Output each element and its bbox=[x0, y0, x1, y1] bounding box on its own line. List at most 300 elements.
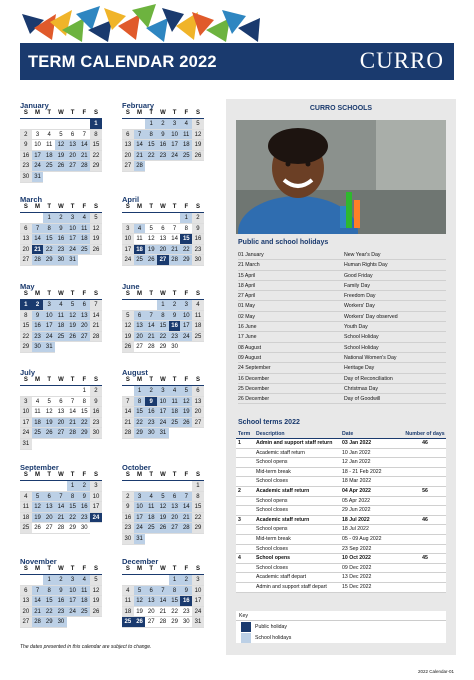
term-days: 45 bbox=[422, 555, 428, 562]
day-cell: 9 bbox=[78, 492, 90, 503]
day-cell: 4 bbox=[32, 397, 44, 408]
day-cell: 17 bbox=[169, 140, 181, 151]
day-cell: 24 bbox=[180, 332, 192, 343]
day-cell: 5 bbox=[90, 575, 102, 586]
weekday-label: F bbox=[82, 472, 87, 478]
day-cell: 12 bbox=[90, 586, 102, 597]
day-cell: 26 bbox=[134, 617, 146, 628]
day-cell: 18 bbox=[180, 140, 192, 151]
empty-day bbox=[134, 575, 146, 586]
day-cell: 11 bbox=[145, 502, 157, 513]
day-cell: 18 bbox=[43, 151, 55, 162]
day-cell: 20 bbox=[169, 513, 181, 524]
term-date: 03 Jan 2022 bbox=[342, 440, 372, 446]
term-days bbox=[404, 497, 446, 506]
info-panel bbox=[226, 99, 456, 655]
day-cell: 21 bbox=[169, 245, 181, 256]
day-cell: 17 bbox=[180, 321, 192, 332]
weekday-header bbox=[122, 291, 204, 300]
weekday-label: S bbox=[93, 291, 98, 297]
day-cell: 20 bbox=[20, 245, 32, 256]
term-number bbox=[236, 564, 256, 573]
day-cell: 17 bbox=[157, 407, 169, 418]
day-cell: 10 bbox=[43, 311, 55, 322]
weekday-label: T bbox=[70, 291, 75, 297]
weekday-label: W bbox=[58, 377, 64, 383]
day-cell: 15 bbox=[90, 140, 102, 151]
term-date: 13 Dec 2022 bbox=[342, 574, 372, 581]
day-cell: 16 bbox=[157, 140, 169, 151]
day-cell: 22 bbox=[169, 607, 181, 618]
day-cell: 23 bbox=[180, 607, 192, 618]
empty-day bbox=[43, 119, 55, 130]
day-cell: 25 bbox=[180, 151, 192, 162]
day-cell: 15 bbox=[67, 502, 79, 513]
term-number bbox=[236, 545, 256, 554]
day-cell: 1 bbox=[67, 481, 79, 492]
day-cell: 19 bbox=[55, 151, 67, 162]
day-cell: 16 bbox=[90, 407, 102, 418]
term-date: 04 Apr 2022 bbox=[342, 487, 371, 494]
holiday-row bbox=[238, 332, 446, 342]
day-cell: 18 bbox=[192, 321, 204, 332]
day-cell: 8 bbox=[192, 492, 204, 503]
term-date: 18 Jul 2022 bbox=[342, 516, 370, 523]
decorative-triangles bbox=[22, 0, 262, 44]
day-cell: 19 bbox=[157, 513, 169, 524]
day-cell: 6 bbox=[145, 586, 157, 597]
weekday-label: S bbox=[195, 291, 200, 297]
term-days bbox=[404, 525, 446, 534]
weekday-label: M bbox=[35, 110, 41, 116]
holiday-row bbox=[238, 271, 446, 281]
day-cell: 15 bbox=[78, 407, 90, 418]
day-cell: 21 bbox=[32, 607, 44, 618]
day-cell: 20 bbox=[78, 321, 90, 332]
term-date: 15 Dec 2022 bbox=[342, 583, 372, 590]
day-cell: 18 bbox=[78, 596, 90, 607]
term-days bbox=[404, 573, 446, 582]
day-cell: 27 bbox=[157, 255, 169, 266]
holiday-date: 27 April bbox=[238, 293, 256, 300]
day-cell: 1 bbox=[20, 300, 32, 311]
month-name: May bbox=[20, 282, 35, 291]
day-cell: 27 bbox=[20, 617, 32, 628]
holiday-date: 26 December bbox=[238, 396, 270, 403]
day-cell: 28 bbox=[169, 255, 181, 266]
weekday-label: W bbox=[160, 566, 166, 572]
empty-day bbox=[32, 481, 44, 492]
day-cell: 26 bbox=[180, 418, 192, 429]
day-cell: 2 bbox=[122, 492, 134, 503]
holiday-row bbox=[238, 394, 446, 404]
day-cell: 30 bbox=[20, 172, 32, 183]
day-cell: 23 bbox=[192, 245, 204, 256]
weekday-label: F bbox=[184, 110, 189, 116]
day-cell: 23 bbox=[169, 332, 181, 343]
day-cell: 1 bbox=[192, 481, 204, 492]
day-cell: 13 bbox=[67, 140, 79, 151]
empty-day bbox=[32, 213, 44, 224]
weekday-label: S bbox=[93, 110, 98, 116]
day-cell: 26 bbox=[67, 332, 79, 343]
day-cell: 17 bbox=[32, 151, 44, 162]
term-number bbox=[236, 583, 256, 592]
day-cell: 21 bbox=[78, 151, 90, 162]
day-cell: 5 bbox=[122, 311, 134, 322]
key-label: Public holiday bbox=[255, 623, 288, 630]
weekday-label: M bbox=[137, 566, 143, 572]
col-description: Description bbox=[256, 431, 285, 437]
day-cell: 2 bbox=[169, 300, 181, 311]
term-description: School opens bbox=[256, 459, 288, 466]
day-cell: 30 bbox=[169, 342, 181, 353]
day-cell: 5 bbox=[67, 300, 79, 311]
day-cell: 24 bbox=[43, 332, 55, 343]
month-name: February bbox=[122, 101, 155, 110]
term-row bbox=[236, 516, 446, 526]
term-description: Academic staff return bbox=[256, 487, 310, 494]
day-cell: 12 bbox=[134, 596, 146, 607]
weekday-label: W bbox=[160, 110, 166, 116]
day-cell: 27 bbox=[55, 428, 67, 439]
holiday-date: 02 May bbox=[238, 313, 256, 320]
empty-day bbox=[20, 481, 32, 492]
weekday-label: S bbox=[125, 472, 130, 478]
day-cell: 3 bbox=[134, 492, 146, 503]
empty-day bbox=[134, 481, 146, 492]
weekday-label: S bbox=[93, 377, 98, 383]
empty-day bbox=[145, 300, 157, 311]
day-cell: 2 bbox=[55, 575, 67, 586]
day-cell: 7 bbox=[145, 311, 157, 322]
day-cell: 5 bbox=[157, 492, 169, 503]
day-cell: 24 bbox=[32, 161, 44, 172]
term-days bbox=[404, 564, 446, 573]
weekday-header bbox=[20, 472, 102, 481]
term-description: Academic staff depart bbox=[256, 574, 307, 581]
empty-day bbox=[122, 119, 134, 130]
day-cell: 25 bbox=[43, 161, 55, 172]
day-cell: 18 bbox=[169, 407, 181, 418]
page-title: TERM CALENDAR 2022 bbox=[28, 53, 217, 71]
day-cell: 22 bbox=[145, 151, 157, 162]
day-cell: 25 bbox=[55, 332, 67, 343]
term-date: 12 Jan 2022 bbox=[342, 459, 371, 466]
col-days: Number of days bbox=[405, 431, 445, 437]
month-name: March bbox=[20, 195, 43, 204]
weekday-label: T bbox=[70, 110, 75, 116]
weekday-label: W bbox=[58, 204, 64, 210]
term-description: Academic staff return bbox=[256, 449, 305, 456]
day-cell: 15 bbox=[134, 407, 146, 418]
day-cell: 20 bbox=[122, 151, 134, 162]
day-cell: 31 bbox=[43, 342, 55, 353]
weekday-label: S bbox=[23, 110, 28, 116]
day-cell: 24 bbox=[134, 523, 146, 534]
day-cell: 8 bbox=[134, 397, 146, 408]
day-cell: 27 bbox=[122, 161, 134, 172]
day-cell: 5 bbox=[180, 386, 192, 397]
weekday-label: T bbox=[47, 110, 52, 116]
day-cell: 29 bbox=[90, 161, 102, 172]
holiday-date: 08 August bbox=[238, 344, 262, 351]
term-number: 4 bbox=[238, 555, 241, 562]
day-cell: 30 bbox=[192, 255, 204, 266]
month-name: June bbox=[122, 282, 140, 291]
key-label: School holidays bbox=[255, 634, 292, 641]
holiday-row bbox=[238, 291, 446, 301]
day-cell: 13 bbox=[78, 311, 90, 322]
day-cell: 14 bbox=[55, 502, 67, 513]
day-cell: 4 bbox=[43, 130, 55, 141]
day-cell: 12 bbox=[122, 321, 134, 332]
holiday-date: 18 April bbox=[238, 282, 256, 289]
day-cell: 11 bbox=[122, 596, 134, 607]
term-description: Mid-term break bbox=[256, 535, 291, 542]
holiday-date: 15 April bbox=[238, 272, 256, 279]
empty-day bbox=[145, 575, 157, 586]
weekday-label: M bbox=[137, 110, 143, 116]
day-cell: 30 bbox=[122, 534, 134, 545]
key-row bbox=[236, 632, 446, 643]
day-cell: 28 bbox=[145, 342, 157, 353]
day-cell: 14 bbox=[67, 407, 79, 418]
day-cell: 7 bbox=[32, 586, 44, 597]
day-cell: 12 bbox=[55, 140, 67, 151]
day-cell: 15 bbox=[20, 321, 32, 332]
day-cell: 29 bbox=[43, 617, 55, 628]
day-cell: 22 bbox=[192, 513, 204, 524]
term-days: 46 bbox=[422, 440, 428, 446]
weekday-header bbox=[20, 110, 102, 119]
day-cell: 12 bbox=[32, 502, 44, 513]
empty-day bbox=[43, 481, 55, 492]
term-days bbox=[404, 506, 446, 515]
day-cell: 13 bbox=[192, 397, 204, 408]
holiday-row bbox=[238, 312, 446, 322]
day-cell: 27 bbox=[20, 255, 32, 266]
weekday-label: S bbox=[195, 377, 200, 383]
day-cell: 17 bbox=[192, 596, 204, 607]
day-cell: 2 bbox=[78, 481, 90, 492]
day-cell: 30 bbox=[55, 617, 67, 628]
day-cell: 27 bbox=[145, 617, 157, 628]
day-cell: 3 bbox=[67, 213, 79, 224]
weekday-label: M bbox=[35, 377, 41, 383]
day-cell: 29 bbox=[180, 255, 192, 266]
term-number bbox=[236, 458, 256, 467]
day-cell: 15 bbox=[145, 140, 157, 151]
day-cell: 7 bbox=[180, 492, 192, 503]
day-cell: 10 bbox=[32, 140, 44, 151]
term-description: Admin and support staff return bbox=[256, 440, 333, 446]
weekday-label: W bbox=[160, 472, 166, 478]
empty-day bbox=[32, 386, 44, 397]
day-cell: 8 bbox=[43, 586, 55, 597]
term-number bbox=[236, 477, 256, 486]
weekday-label: S bbox=[195, 110, 200, 116]
weekday-label: S bbox=[125, 377, 130, 383]
day-cell: 9 bbox=[157, 130, 169, 141]
holiday-date: 09 August bbox=[238, 354, 262, 361]
day-cell: 10 bbox=[180, 311, 192, 322]
weekday-label: S bbox=[125, 291, 130, 297]
day-cell: 16 bbox=[20, 151, 32, 162]
weekday-label: T bbox=[149, 110, 154, 116]
term-number bbox=[236, 449, 256, 458]
term-days bbox=[404, 468, 446, 477]
day-cell: 4 bbox=[55, 300, 67, 311]
day-cell: 16 bbox=[169, 321, 181, 332]
day-cell: 5 bbox=[134, 586, 146, 597]
day-grid bbox=[122, 213, 204, 266]
term-row bbox=[236, 506, 446, 516]
holiday-row bbox=[238, 353, 446, 363]
day-cell: 4 bbox=[134, 224, 146, 235]
empty-day bbox=[169, 481, 181, 492]
day-cell: 9 bbox=[192, 224, 204, 235]
day-cell: 21 bbox=[145, 332, 157, 343]
term-description: School closes bbox=[256, 478, 289, 485]
day-cell: 3 bbox=[157, 386, 169, 397]
weekday-label: W bbox=[160, 377, 166, 383]
day-cell: 13 bbox=[145, 596, 157, 607]
day-cell: 11 bbox=[78, 586, 90, 597]
day-cell: 24 bbox=[90, 513, 102, 524]
day-cell: 5 bbox=[90, 213, 102, 224]
holiday-name: Workers' Day observed bbox=[344, 313, 398, 320]
weekday-label: T bbox=[149, 204, 154, 210]
weekday-header bbox=[122, 472, 204, 481]
holiday-row bbox=[238, 250, 446, 260]
day-cell: 21 bbox=[157, 607, 169, 618]
day-cell: 19 bbox=[43, 418, 55, 429]
weekday-label: S bbox=[125, 566, 130, 572]
key-title: Key bbox=[236, 611, 446, 621]
day-cell: 30 bbox=[180, 617, 192, 628]
term-row bbox=[236, 497, 446, 507]
day-cell: 23 bbox=[55, 607, 67, 618]
day-cell: 22 bbox=[43, 245, 55, 256]
day-cell: 29 bbox=[20, 342, 32, 353]
day-cell: 15 bbox=[180, 234, 192, 245]
holiday-name: Christmas Day bbox=[344, 385, 379, 392]
empty-day bbox=[32, 119, 44, 130]
day-cell: 9 bbox=[145, 397, 157, 408]
day-cell: 25 bbox=[134, 255, 146, 266]
holiday-row bbox=[238, 301, 446, 311]
day-cell: 16 bbox=[180, 596, 192, 607]
term-days: 46 bbox=[422, 516, 428, 523]
day-cell: 6 bbox=[78, 300, 90, 311]
term-description: School closes bbox=[256, 507, 289, 514]
month-name: July bbox=[20, 368, 36, 377]
day-cell: 6 bbox=[55, 397, 67, 408]
day-cell: 29 bbox=[157, 342, 169, 353]
weekday-header bbox=[122, 377, 204, 386]
day-cell: 17 bbox=[67, 596, 79, 607]
day-cell: 20 bbox=[145, 607, 157, 618]
terms-header-row bbox=[236, 429, 446, 439]
month-name: August bbox=[122, 368, 148, 377]
day-cell: 1 bbox=[169, 575, 181, 586]
day-cell: 6 bbox=[67, 130, 79, 141]
holiday-row bbox=[238, 363, 446, 373]
weekday-label: W bbox=[160, 204, 166, 210]
day-cell: 23 bbox=[90, 418, 102, 429]
weekday-header bbox=[20, 204, 102, 213]
day-cell: 27 bbox=[134, 342, 146, 353]
day-cell: 8 bbox=[169, 586, 181, 597]
holiday-name: Heritage Day bbox=[344, 365, 375, 372]
weekday-label: T bbox=[172, 566, 177, 572]
month-calendar bbox=[122, 101, 204, 172]
holiday-date: 24 September bbox=[238, 365, 271, 372]
day-cell: 29 bbox=[169, 617, 181, 628]
empty-day bbox=[145, 481, 157, 492]
day-cell: 14 bbox=[32, 596, 44, 607]
day-cell: 10 bbox=[192, 586, 204, 597]
day-cell: 26 bbox=[122, 342, 134, 353]
day-cell: 31 bbox=[192, 617, 204, 628]
day-cell: 3 bbox=[192, 575, 204, 586]
day-cell: 8 bbox=[90, 130, 102, 141]
day-cell: 14 bbox=[32, 234, 44, 245]
weekday-label: T bbox=[172, 377, 177, 383]
weekday-header bbox=[20, 377, 102, 386]
holiday-name: Day of Reconciliation bbox=[344, 375, 393, 382]
month-name: April bbox=[122, 195, 140, 204]
day-cell: 27 bbox=[169, 523, 181, 534]
weekday-label: T bbox=[70, 377, 75, 383]
day-grid bbox=[20, 575, 102, 628]
day-cell: 6 bbox=[134, 311, 146, 322]
month-name: October bbox=[122, 463, 151, 472]
day-cell: 28 bbox=[78, 161, 90, 172]
empty-day bbox=[122, 575, 134, 586]
term-description: Academic staff return bbox=[256, 516, 310, 523]
term-days bbox=[404, 535, 446, 544]
term-date: 29 Jun 2022 bbox=[342, 507, 371, 514]
day-cell: 22 bbox=[90, 151, 102, 162]
day-cell: 1 bbox=[145, 119, 157, 130]
day-cell: 12 bbox=[157, 502, 169, 513]
day-cell: 16 bbox=[78, 502, 90, 513]
weekday-label: S bbox=[93, 566, 98, 572]
term-row bbox=[236, 554, 446, 564]
day-cell: 25 bbox=[78, 245, 90, 256]
day-cell: 8 bbox=[43, 224, 55, 235]
holiday-row bbox=[238, 260, 446, 270]
day-grid bbox=[122, 300, 204, 353]
day-cell: 24 bbox=[122, 255, 134, 266]
weekday-label: W bbox=[160, 291, 166, 297]
day-cell: 29 bbox=[67, 523, 79, 534]
day-cell: 19 bbox=[145, 245, 157, 256]
day-cell: 15 bbox=[157, 321, 169, 332]
day-cell: 15 bbox=[192, 502, 204, 513]
day-cell: 7 bbox=[134, 130, 146, 141]
day-cell: 20 bbox=[55, 418, 67, 429]
day-cell: 11 bbox=[134, 234, 146, 245]
day-cell: 31 bbox=[134, 534, 146, 545]
weekday-label: T bbox=[149, 472, 154, 478]
day-cell: 14 bbox=[90, 311, 102, 322]
day-cell: 23 bbox=[122, 523, 134, 534]
holiday-date: 01 May bbox=[238, 303, 256, 310]
month-calendar bbox=[20, 101, 102, 183]
